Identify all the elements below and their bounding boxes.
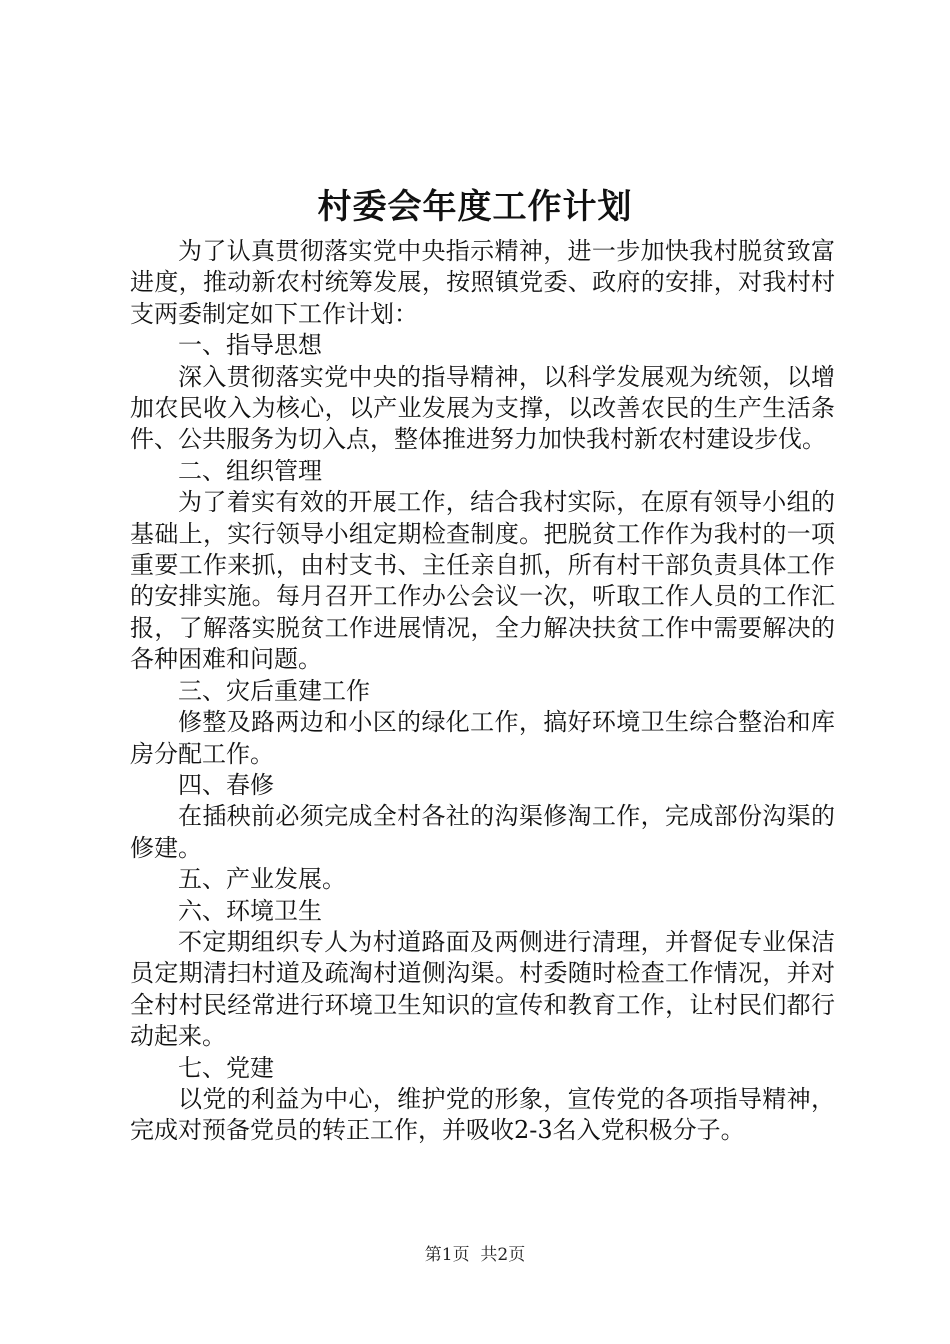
- reconstruction-paragraph: 修整及路两边和小区的绿化工作，搞好环境卫生综合整治和库房分配工作。: [130, 708, 835, 768]
- section-heading-environment: 六、环境卫生: [178, 896, 322, 925]
- section-heading-spring-repair: 四、春修: [178, 770, 274, 799]
- intro-paragraph: 为了认真贯彻落实党中央指示精神，进一步加快我村脱贫致富进度，推动新农村统筹发展，按照镇党委、政府的安排，对我村村支两委制定如下工作计划：: [130, 237, 835, 328]
- section-heading-organization: 二、组织管理: [178, 456, 322, 485]
- page-number: 第1页: [424, 1245, 470, 1265]
- spring-repair-paragraph: 在插秧前必须完成全村各社的沟渠修淘工作，完成部份沟渠的修建。: [130, 802, 835, 862]
- party-building-paragraph: 以党的利益为中心，维护党的形象，宣传党的各项指导精神，完成对预备党员的转正工作，并吸收2-3名入党积极分子。: [130, 1084, 835, 1145]
- environment-paragraph: 不定期组织专人为村道路面及两侧进行清理，并督促专业保洁员定期清扫村道及疏淘村道侧沟渠。村委随时检查工作情况，并对全村村民经常进行环境卫生知识的宣传和教育工作，让村民们都行动起来。: [130, 927, 835, 1051]
- section-heading-party-building: 七、党建: [178, 1053, 274, 1082]
- page-total: 共2页: [480, 1245, 526, 1265]
- document-body: [130, 236, 835, 1147]
- guiding-ideology-paragraph: 深入贯彻落实党中央的指导精神，以科学发展观为统领，以增加农民收入为核心，以产业发展为支撑，以改善农民的生产生活条件、公共服务为切入点，整体推进努力加快我村新农村建设步伐。: [130, 362, 835, 454]
- section-heading-reconstruction: 三、灾后重建工作: [178, 676, 370, 705]
- organization-paragraph: 为了着实有效的开展工作，结合我村实际，在原有领导小组的基础上，实行领导小组定期检查制度。把脱贫工作作为我村的一项重要工作来抓，由村支书、主任亲自抓，所有村干部负责具体工作的安排实施。每月召开工作办公会议一次，听取工作人员的工作汇报，了解落实脱贫工作进展情况，全力解决扶贫工作中需要解决的各种困难和问题。: [130, 488, 835, 674]
- page-footer: [0, 1243, 950, 1267]
- section-heading-guiding-ideology: 一、指导思想: [178, 331, 322, 360]
- section-heading-industry: 五、产业发展。: [178, 865, 346, 894]
- document-title: 村委会年度工作计划: [317, 187, 633, 227]
